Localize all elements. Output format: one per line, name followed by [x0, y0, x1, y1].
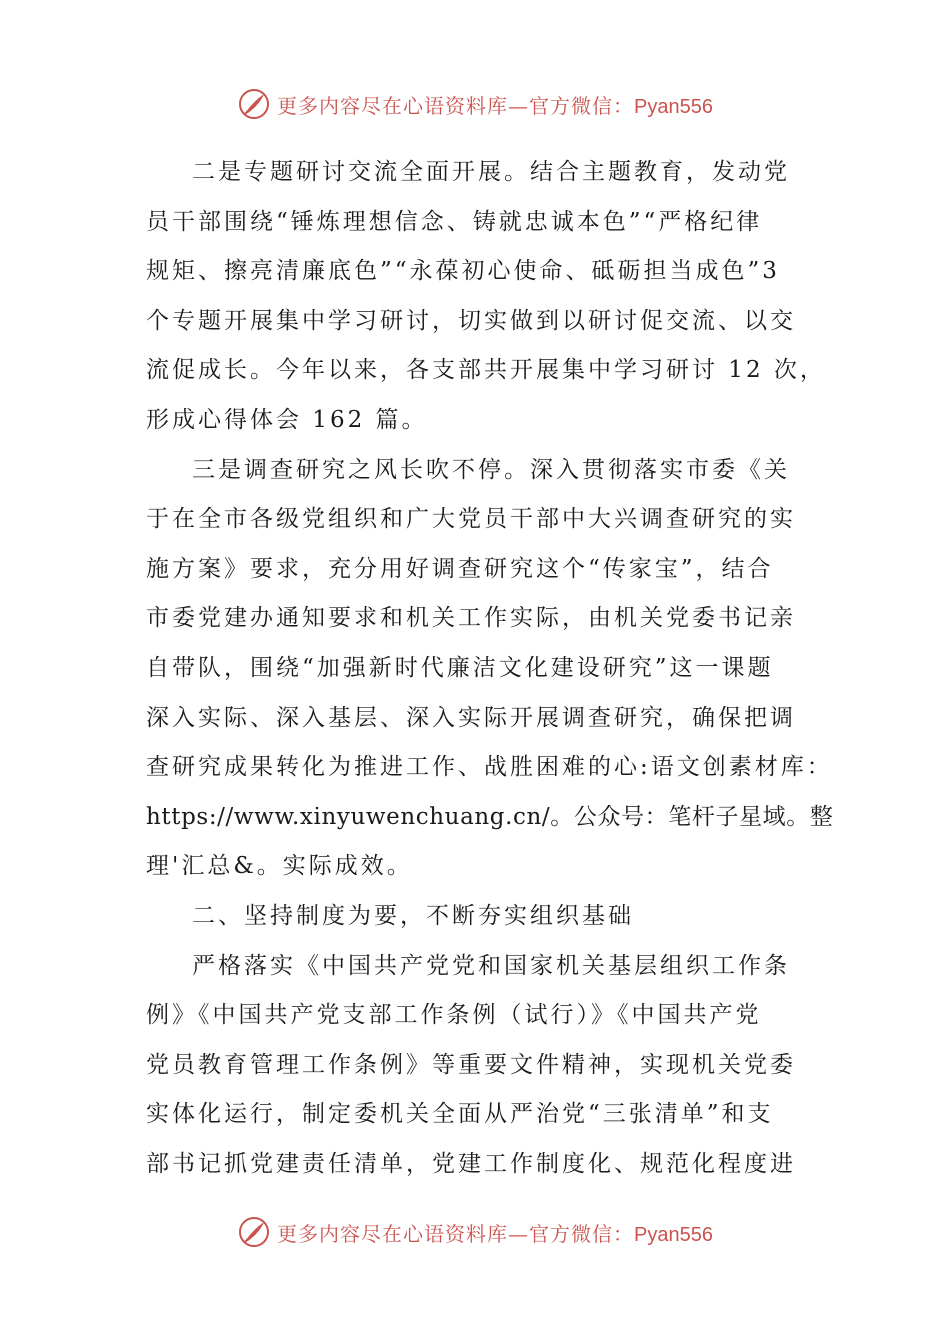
text-line: 自带队，围绕“加强新时代廉洁文化建设研究”这一课题	[146, 654, 774, 681]
text-line: 施方案》要求，充分用好调查研究这个“传家宝”，结合	[146, 555, 774, 582]
text-line: 三是调查研究之风长吹不停。深入贯彻落实市委《关	[192, 456, 790, 483]
text-line: 查研究成果转化为推进工作、战胜困难的心:语文创素材库：	[146, 754, 833, 781]
text-line: 理'汇总&。实际成效。	[146, 853, 413, 880]
text-line: 规矩、擦亮清廉底色”“永葆初心使命、砥砺担当成色”3	[146, 258, 780, 285]
banner-label: 更多内容尽在心语资料库—官方微信：	[277, 93, 635, 118]
banner-wechat-id: Pyan556	[634, 95, 713, 118]
header-banner[interactable]	[0, 84, 950, 124]
banner-wechat-id: Pyan556	[634, 1223, 713, 1246]
text-line: 党员教育管理工作条例》等重要文件精神，实现机关党委	[146, 1051, 796, 1078]
paragraph-regulations	[146, 942, 806, 1190]
text-line: 员干部围绕“锤炼理想信念、铸就忠诚本色”“严格纪律	[146, 208, 763, 235]
text-line: 形成心得体会 162 篇。	[146, 406, 428, 433]
text-line: 市委党建办通知要求和机关工作实际，由机关党委书记亲	[146, 605, 796, 632]
banner-text	[277, 1218, 713, 1247]
section-heading-system	[146, 892, 806, 942]
text-line: 个专题开展集中学习研讨，切实做到以研讨促交流、以交	[146, 307, 796, 334]
text-line: 部书记抓党建责任清单，党建工作制度化、规范化程度进	[146, 1150, 796, 1177]
banner-text	[277, 90, 713, 119]
text-line: 例》《中国共产党支部工作条例（试行）》《中国共产党	[146, 1002, 762, 1029]
text-line-url: https://www.xinyuwenchuang.cn/。公众号：笔杆子星域。整	[146, 803, 834, 830]
banner-label: 更多内容尽在心语资料库—官方微信：	[277, 1221, 635, 1246]
paragraph-seminar	[146, 148, 826, 446]
text-line: 实体化运行，制定委机关全面从严治党“三张清单”和支	[146, 1101, 774, 1128]
quill-pen-logo-icon	[237, 1215, 271, 1249]
paragraph-research	[146, 446, 834, 892]
text-line: 二是专题研讨交流全面开展。结合主题教育，发动党	[192, 159, 790, 185]
text-line: 流促成长。今年以来，各支部共开展集中学习研讨 12 次，	[146, 357, 826, 384]
text-line: 二、坚持制度为要，不断夯实组织基础	[192, 902, 634, 929]
text-line: 深入实际、深入基层、深入实际开展调查研究，确保把调	[146, 704, 796, 731]
text-line: 于在全市各级党组织和广大党员干部中大兴调查研究的实	[146, 506, 796, 533]
document-body	[146, 148, 834, 1189]
text-line: 严格落实《中国共产党党和国家机关基层组织工作条	[192, 952, 790, 979]
footer-banner[interactable]	[0, 1212, 950, 1252]
quill-pen-logo-icon	[237, 87, 271, 121]
